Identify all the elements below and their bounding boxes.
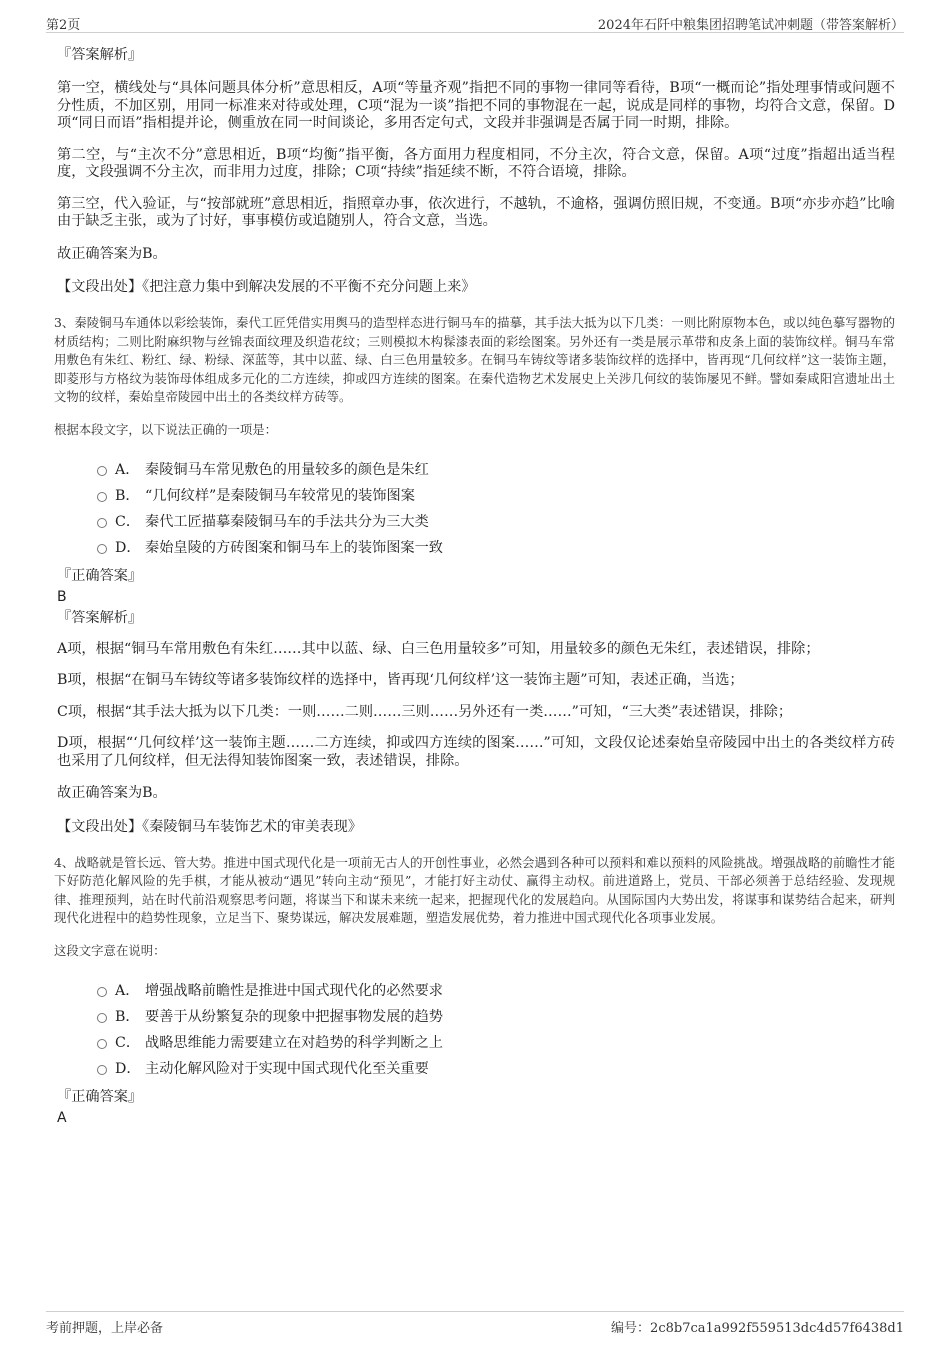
radio-button[interactable] xyxy=(97,544,107,554)
radio-button[interactable] xyxy=(97,987,107,997)
q3-passage: 3、秦陵铜马车通体以彩绘装饰，秦代工匠凭借实用舆马的造型样态进行铜马车的描摹，其手法大抵为以下几类：一则比附原物本色，或以纯色摹写器物的材质结构；二则比附麻织物与丝锦表面纹理及织造花纹；三则模拟木构髹漆表面的彩绘图案。另外还有一类是展示革带和皮条上面的装饰纹样。铜马车常用敷色有朱红、粉红、绿、粉绿、深蓝等，其中以蓝、绿、白三色用量较多。在铜马车铸纹等诸多装饰纹样的选择中，皆再现“几何纹样”这一装饰主题，即菱形与方格纹为装饰母体组成多元化的二方连续，抑或四方连续的图案。在秦代造物艺术发展史上关涉几何纹的装饰屡见不鲜。譬如秦咸阳宫遗址出土文物的纹样，秦始皇帝陵园中出土的各类纹样方砖等。 xyxy=(54,315,895,404)
q2-analysis-para-3: 第三空，代入验证，与“按部就班”意思相近，指照章办事，依次进行，不越轨，不逾格，强调仿照旧规，不变通。B项“亦步亦趋”比喻由于缺乏主张，或为了讨好，事事模仿或追随别人，符合文意，当选。 xyxy=(57,195,895,229)
q4-options xyxy=(57,978,895,1082)
q4-option-a[interactable]: A． 增强战略前瞻性是推进中国式现代化的必然要求 xyxy=(57,978,895,1004)
q3-options xyxy=(57,457,895,561)
radio-button[interactable] xyxy=(97,492,107,502)
q3-analysis-label: 『答案解析』 xyxy=(57,609,143,626)
q3-option-d[interactable]: D． 秦始皇陵的方砖图案和铜马车上的装饰图案一致 xyxy=(57,535,895,561)
radio-button[interactable] xyxy=(97,518,107,528)
q4-prompt: 这段文字意在说明： xyxy=(54,942,166,958)
page-header xyxy=(46,10,904,33)
q3-analysis-a: A项，根据“铜马车常用敷色有朱红……其中以蓝、绿、白三色用量较多”可知，用量较多的颜色无朱红，表述错误，排除； xyxy=(57,640,820,657)
q3-source: 【文段出处】《秦陵铜马车装饰艺术的审美表现》 xyxy=(57,818,363,835)
q2-conclusion: 故正确答案为B。 xyxy=(57,245,167,262)
q3-analysis-d: D项，根据“‘几何纹样’这一装饰主题……二方连续，抑或四方连续的图案……”可知，文段仅论述秦始皇帝陵园中出土的各类纹样方砖也采用了几何纹样，但无法得知装饰图案一致，表述错误，排除。 xyxy=(57,735,895,769)
footer-slogan: 考前押题，上岸必备 xyxy=(46,1321,164,1336)
q4-answer-label: 『正确答案』 xyxy=(57,1088,143,1105)
q2-analysis-label: 『答案解析』 xyxy=(57,47,143,63)
q4-option-d[interactable]: D． 主动化解风险对于实现中国式现代化至关重要 xyxy=(57,1056,895,1082)
radio-button[interactable] xyxy=(97,1013,107,1023)
radio-button[interactable] xyxy=(97,1065,107,1075)
page-number: 第2页 xyxy=(46,18,81,33)
q3-conclusion: 故正确答案为B。 xyxy=(57,785,167,801)
q3-option-c[interactable]: C． 秦代工匠描摹秦陵铜马车的手法共分为三大类 xyxy=(57,509,895,535)
q3-option-b[interactable]: B． “几何纹样”是秦陵铜马车较常见的装饰图案 xyxy=(57,483,895,509)
q3-answer: B xyxy=(57,588,67,605)
q3-analysis-b: B项，根据“在铜马车铸纹等诸多装饰纹样的选择中，皆再现‘几何纹样’这一装饰主题”可知，表述正确，当选； xyxy=(57,672,744,688)
q4-option-c[interactable]: C． 战略思维能力需要建立在对趋势的科学判断之上 xyxy=(57,1030,895,1056)
q3-prompt: 根据本段文字，以下说法正确的一项是： xyxy=(54,421,278,437)
q3-answer-label: 『正确答案』 xyxy=(57,567,143,584)
radio-button[interactable] xyxy=(97,466,107,476)
q3-option-a[interactable]: A． 秦陵铜马车常见敷色的用量较多的颜色是朱红 xyxy=(57,457,895,483)
document-id: 编号：2c8b7ca1a992f559513dc4d57f6438d1 xyxy=(611,1321,904,1336)
q4-passage: 4、战略就是管长远、管大势。推进中国式现代化是一项前无古人的开创性事业，必然会遇到各种可以预料和难以预料的风险挑战。增强战略的前瞻性才能下好防范化解风险的先手棋，才能从被动“遇见”转向主动“预见”，才能打好主动仗、赢得主动权。前进道路上，党员、干部必须善于总结经验、发现规律、推理预判，站在时代前沿观察思考问题，将谋当下和谋未来统一起来，把握现代化的发展趋向。从国际国内大势出发，将谋事和谋势结合起来，研判现代化进程中的趋势性现象，立足当下、聚势谋远，解决发展难题，塑造发展优势，着力推进中国式现代化各项事业发展。 xyxy=(54,854,895,925)
document-title: 2024年石阡中粮集团招聘笔试冲刺题（带答案解析） xyxy=(597,18,904,33)
q4-option-b[interactable]: B． 要善于从纷繁复杂的现象中把握事物发展的趋势 xyxy=(57,1004,895,1030)
q2-source: 【文段出处】《把注意力集中到解决发展的不平衡不充分问题上来》 xyxy=(57,279,476,295)
page-content xyxy=(54,46,895,1127)
q3-analysis-c: C项，根据“其手法大抵为以下几类：一则……二则……三则……另外还有一类……”可知，“三大类”表述错误，排除； xyxy=(57,703,793,720)
q2-analysis-para-1: 第一空，横线处与“具体问题具体分析”意思相反，A项“等量齐观”指把不同的事物一律同等看待，B项“一概而论”指处理事情或问题不分性质，不加区别，用同一标准来对待或处理，C项“混为一谈”指把不同的事物混在一起，说成是同样的事物，均符合文意，保留。D项“同日而语”指相提并论，侧重放在同一时间谈论，多用否定句式，文段并非强调是否属于同一时期，排除。 xyxy=(57,80,895,131)
q2-analysis-para-2: 第二空，与“主次不分”意思相近，B项“均衡”指平衡，各方面用力程度相同，不分主次，符合文意，保留。A项“过度”指超出适当程度，文段强调不分主次，而非用力过度，排除；C项“持续”指延续不断，不符合语境，排除。 xyxy=(57,146,895,180)
q4-answer: A xyxy=(57,1109,67,1126)
radio-button[interactable] xyxy=(97,1039,107,1049)
page-footer xyxy=(46,1311,904,1336)
